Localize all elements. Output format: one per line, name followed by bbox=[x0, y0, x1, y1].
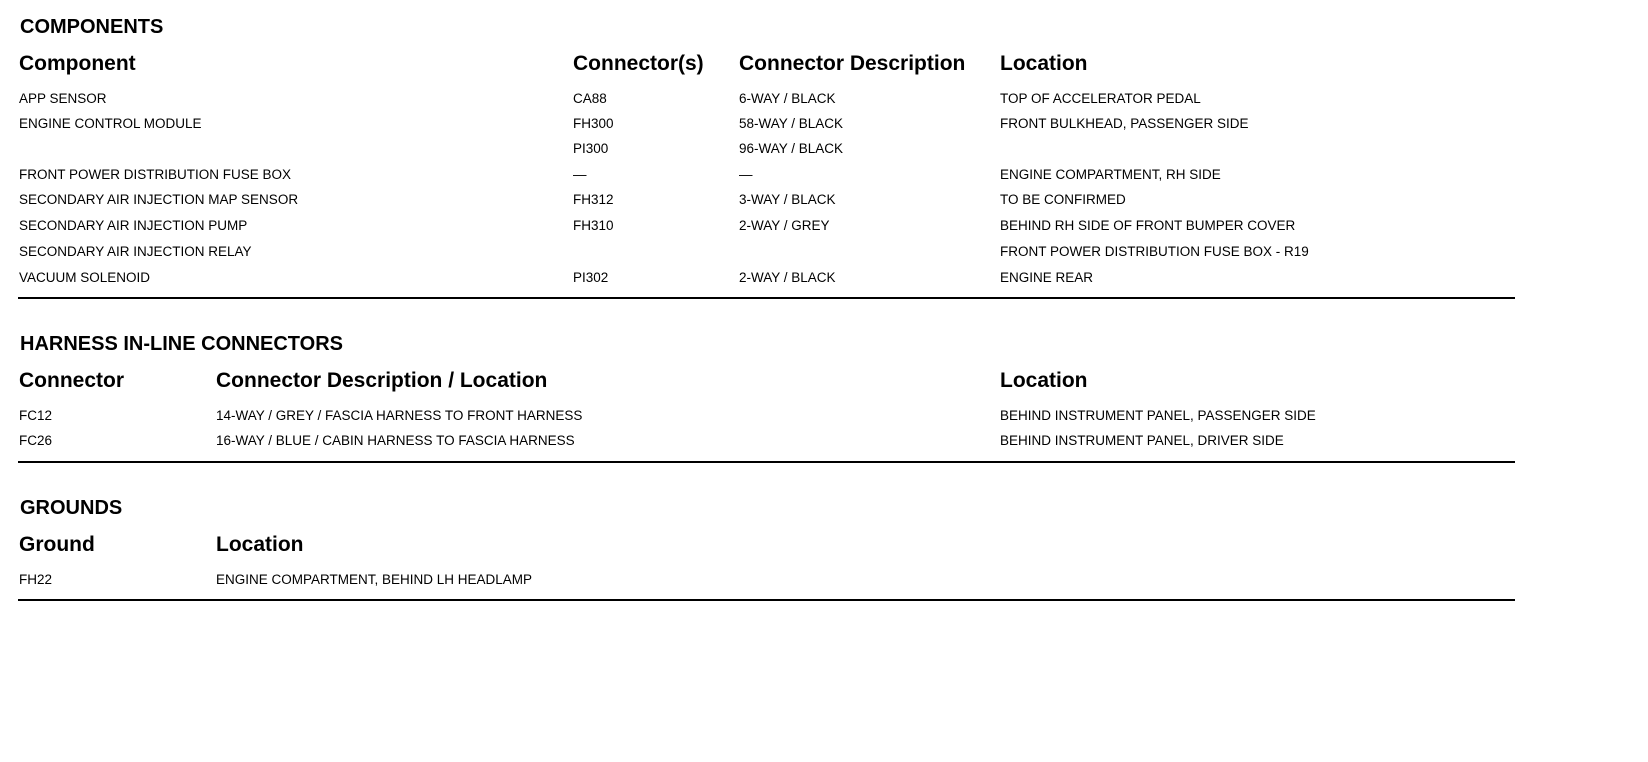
component-connector: PI300 bbox=[573, 141, 609, 156]
component-connector: FH312 bbox=[573, 192, 614, 207]
component-connector-description: 6-WAY / BLACK bbox=[739, 91, 836, 106]
component-connector-description: 2-WAY / GREY bbox=[739, 218, 830, 233]
harness-location: BEHIND INSTRUMENT PANEL, PASSENGER SIDE bbox=[1000, 408, 1316, 423]
harness-description: 16-WAY / BLUE / CABIN HARNESS TO FASCIA HARNESS bbox=[216, 433, 575, 448]
col-header-connector-description-location: Connector Description / Location bbox=[216, 369, 548, 392]
component-location: TOP OF ACCELERATOR PEDAL bbox=[1000, 91, 1201, 106]
component-name: SECONDARY AIR INJECTION MAP SENSOR bbox=[19, 192, 299, 207]
components-title: COMPONENTS bbox=[20, 16, 164, 38]
component-location: FRONT BULKHEAD, PASSENGER SIDE bbox=[1000, 116, 1249, 131]
grounds-divider bbox=[18, 599, 1515, 601]
col-header-ground: Ground bbox=[19, 533, 95, 556]
harness-title: HARNESS IN-LINE CONNECTORS bbox=[20, 333, 343, 355]
col-header-connector-description: Connector Description bbox=[739, 52, 966, 75]
component-connector: PI302 bbox=[573, 270, 609, 285]
col-header-location: Location bbox=[216, 533, 304, 556]
component-connector: FH310 bbox=[573, 218, 614, 233]
component-connector-description: 58-WAY / BLACK bbox=[739, 116, 844, 131]
component-name: ENGINE CONTROL MODULE bbox=[19, 116, 202, 131]
component-location: BEHIND RH SIDE OF FRONT BUMPER COVER bbox=[1000, 218, 1296, 233]
harness-description: 14-WAY / GREY / FASCIA HARNESS TO FRONT HARNESS bbox=[216, 408, 583, 423]
component-name: SECONDARY AIR INJECTION PUMP bbox=[19, 218, 248, 233]
component-name: VACUUM SOLENOID bbox=[19, 270, 151, 285]
component-connector-description: — bbox=[739, 167, 753, 182]
component-connector-description: 96-WAY / BLACK bbox=[739, 141, 844, 156]
component-connector-description: 3-WAY / BLACK bbox=[739, 192, 836, 207]
component-location: ENGINE REAR bbox=[1000, 270, 1094, 285]
component-connector-description: 2-WAY / BLACK bbox=[739, 270, 836, 285]
harness-connector: FC12 bbox=[19, 408, 53, 423]
col-header-connectors: Connector(s) bbox=[573, 52, 704, 75]
col-header-component: Component bbox=[19, 52, 136, 75]
harness-connector: FC26 bbox=[19, 433, 53, 448]
component-location: TO BE CONFIRMED bbox=[1000, 192, 1126, 207]
ground-id: FH22 bbox=[19, 572, 53, 587]
component-name: SECONDARY AIR INJECTION RELAY bbox=[19, 244, 252, 259]
col-header-connector: Connector bbox=[19, 369, 124, 392]
ground-location: ENGINE COMPARTMENT, BEHIND LH HEADLAMP bbox=[216, 572, 533, 587]
component-name: APP SENSOR bbox=[19, 91, 107, 106]
col-header-location: Location bbox=[1000, 369, 1088, 392]
col-header-location: Location bbox=[1000, 52, 1088, 75]
component-connector: FH300 bbox=[573, 116, 614, 131]
component-connector: — bbox=[573, 167, 587, 182]
component-connector: CA88 bbox=[573, 91, 607, 106]
harness-location: BEHIND INSTRUMENT PANEL, DRIVER SIDE bbox=[1000, 433, 1284, 448]
harness-divider bbox=[18, 461, 1515, 463]
component-location: ENGINE COMPARTMENT, RH SIDE bbox=[1000, 167, 1221, 182]
components-divider bbox=[18, 297, 1515, 299]
component-name: FRONT POWER DISTRIBUTION FUSE BOX bbox=[19, 167, 292, 182]
grounds-title: GROUNDS bbox=[20, 497, 123, 519]
component-location: FRONT POWER DISTRIBUTION FUSE BOX - R19 bbox=[1000, 244, 1309, 259]
